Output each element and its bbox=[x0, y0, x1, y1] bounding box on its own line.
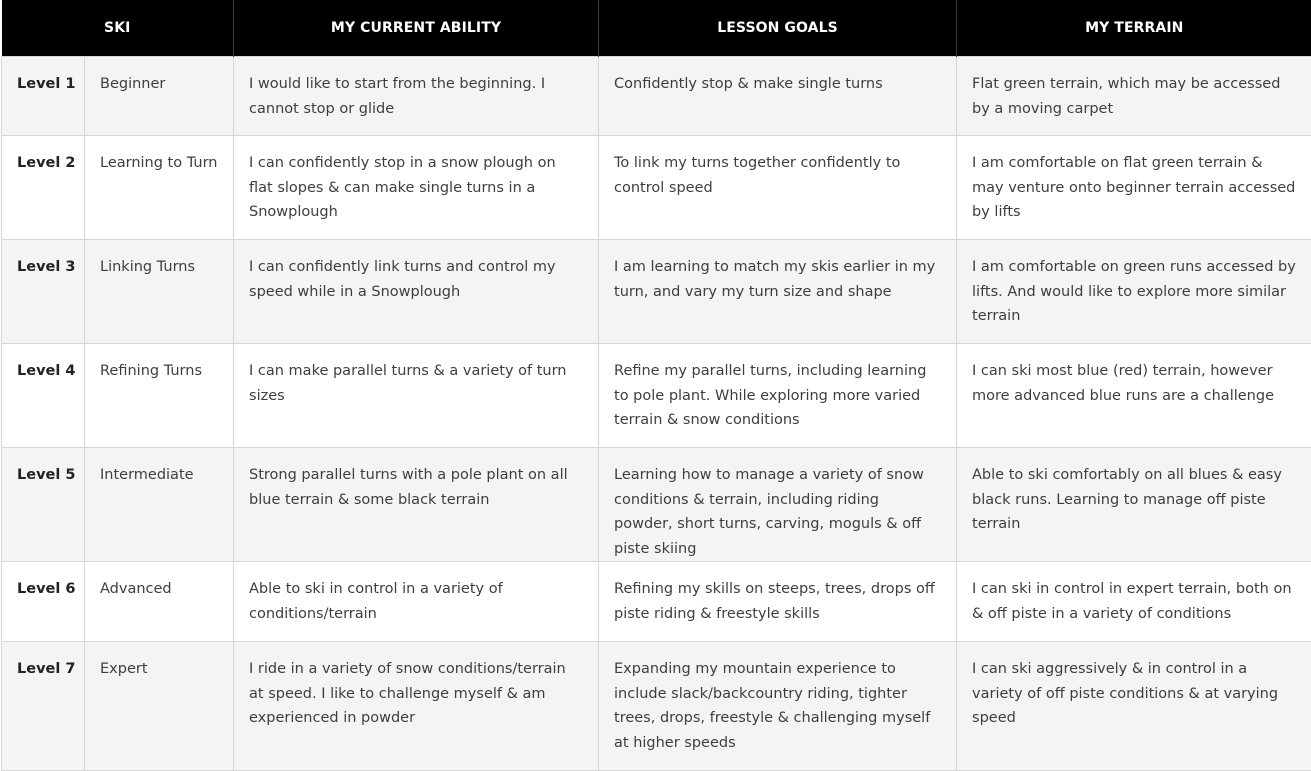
header-current-ability: MY CURRENT ABILITY bbox=[234, 0, 599, 57]
ability-cell: I can make parallel turns & a variety of turn sizes bbox=[234, 344, 599, 448]
goals-cell: Refine my parallel turns, including learning to pole plant. While exploring more varied terrain & snow conditions bbox=[599, 344, 957, 448]
ability-cell: Able to ski in control in a variety of conditions/terrain bbox=[234, 562, 599, 642]
level-cell: Level 7 bbox=[2, 642, 85, 771]
ability-cell: I would like to start from the beginning. I cannot stop or glide bbox=[234, 57, 599, 136]
table-row bbox=[2, 562, 1311, 642]
goals-cell: To link my turns together confidently to control speed bbox=[599, 136, 957, 240]
terrain-cell: I am comfortable on flat green terrain & may venture onto beginner terrain accessed by lifts bbox=[957, 136, 1311, 240]
table-body bbox=[2, 57, 1311, 771]
level-cell: Level 3 bbox=[2, 240, 85, 344]
ski-levels-table bbox=[1, 0, 1311, 771]
table-header bbox=[2, 0, 1311, 57]
table-row bbox=[2, 136, 1311, 240]
level-cell: Level 1 bbox=[2, 57, 85, 136]
terrain-cell: I can ski aggressively & in control in a variety of off piste conditions & at varying speed bbox=[957, 642, 1311, 771]
header-lesson-goals: LESSON GOALS bbox=[599, 0, 957, 57]
terrain-cell: Flat green terrain, which may be accessed by a moving carpet bbox=[957, 57, 1311, 136]
level-name-cell: Intermediate bbox=[85, 448, 234, 562]
ability-cell: I can confidently stop in a snow plough on flat slopes & can make single turns in a Snowplough bbox=[234, 136, 599, 240]
level-cell: Level 6 bbox=[2, 562, 85, 642]
ability-cell: I ride in a variety of snow conditions/terrain at speed. I like to challenge myself & am experienced in powder bbox=[234, 642, 599, 771]
terrain-cell: I can ski in control in expert terrain, both on & off piste in a variety of conditions bbox=[957, 562, 1311, 642]
table-row bbox=[2, 57, 1311, 136]
goals-cell: Confidently stop & make single turns bbox=[599, 57, 957, 136]
goals-cell: Refining my skills on steeps, trees, drops off piste riding & freestyle skills bbox=[599, 562, 957, 642]
table-row bbox=[2, 448, 1311, 562]
terrain-cell: I can ski most blue (red) terrain, however more advanced blue runs are a challenge bbox=[957, 344, 1311, 448]
level-name-cell: Advanced bbox=[85, 562, 234, 642]
terrain-cell: Able to ski comfortably on all blues & easy black runs. Learning to manage off piste terrain bbox=[957, 448, 1311, 562]
level-name-cell: Refining Turns bbox=[85, 344, 234, 448]
level-cell: Level 2 bbox=[2, 136, 85, 240]
header-ski: SKI bbox=[2, 0, 234, 57]
ability-cell: I can confidently link turns and control my speed while in a Snowplough bbox=[234, 240, 599, 344]
goals-cell: Learning how to manage a variety of snow conditions & terrain, including riding powder, short turns, carving, moguls & off piste skiing bbox=[599, 448, 957, 562]
table-row bbox=[2, 240, 1311, 344]
header-row bbox=[2, 0, 1311, 57]
level-cell: Level 4 bbox=[2, 344, 85, 448]
goals-cell: I am learning to match my skis earlier in my turn, and vary my turn size and shape bbox=[599, 240, 957, 344]
table-row bbox=[2, 642, 1311, 771]
header-my-terrain: MY TERRAIN bbox=[957, 0, 1311, 57]
level-name-cell: Linking Turns bbox=[85, 240, 234, 344]
level-name-cell: Learning to Turn bbox=[85, 136, 234, 240]
level-cell: Level 5 bbox=[2, 448, 85, 562]
terrain-cell: I am comfortable on green runs accessed by lifts. And would like to explore more similar terrain bbox=[957, 240, 1311, 344]
goals-cell: Expanding my mountain experience to include slack/backcountry riding, tighter trees, drops, freestyle & challenging myself at higher speeds bbox=[599, 642, 957, 771]
level-name-cell: Expert bbox=[85, 642, 234, 771]
ability-cell: Strong parallel turns with a pole plant on all blue terrain & some black terrain bbox=[234, 448, 599, 562]
table-row bbox=[2, 344, 1311, 448]
level-name-cell: Beginner bbox=[85, 57, 234, 136]
